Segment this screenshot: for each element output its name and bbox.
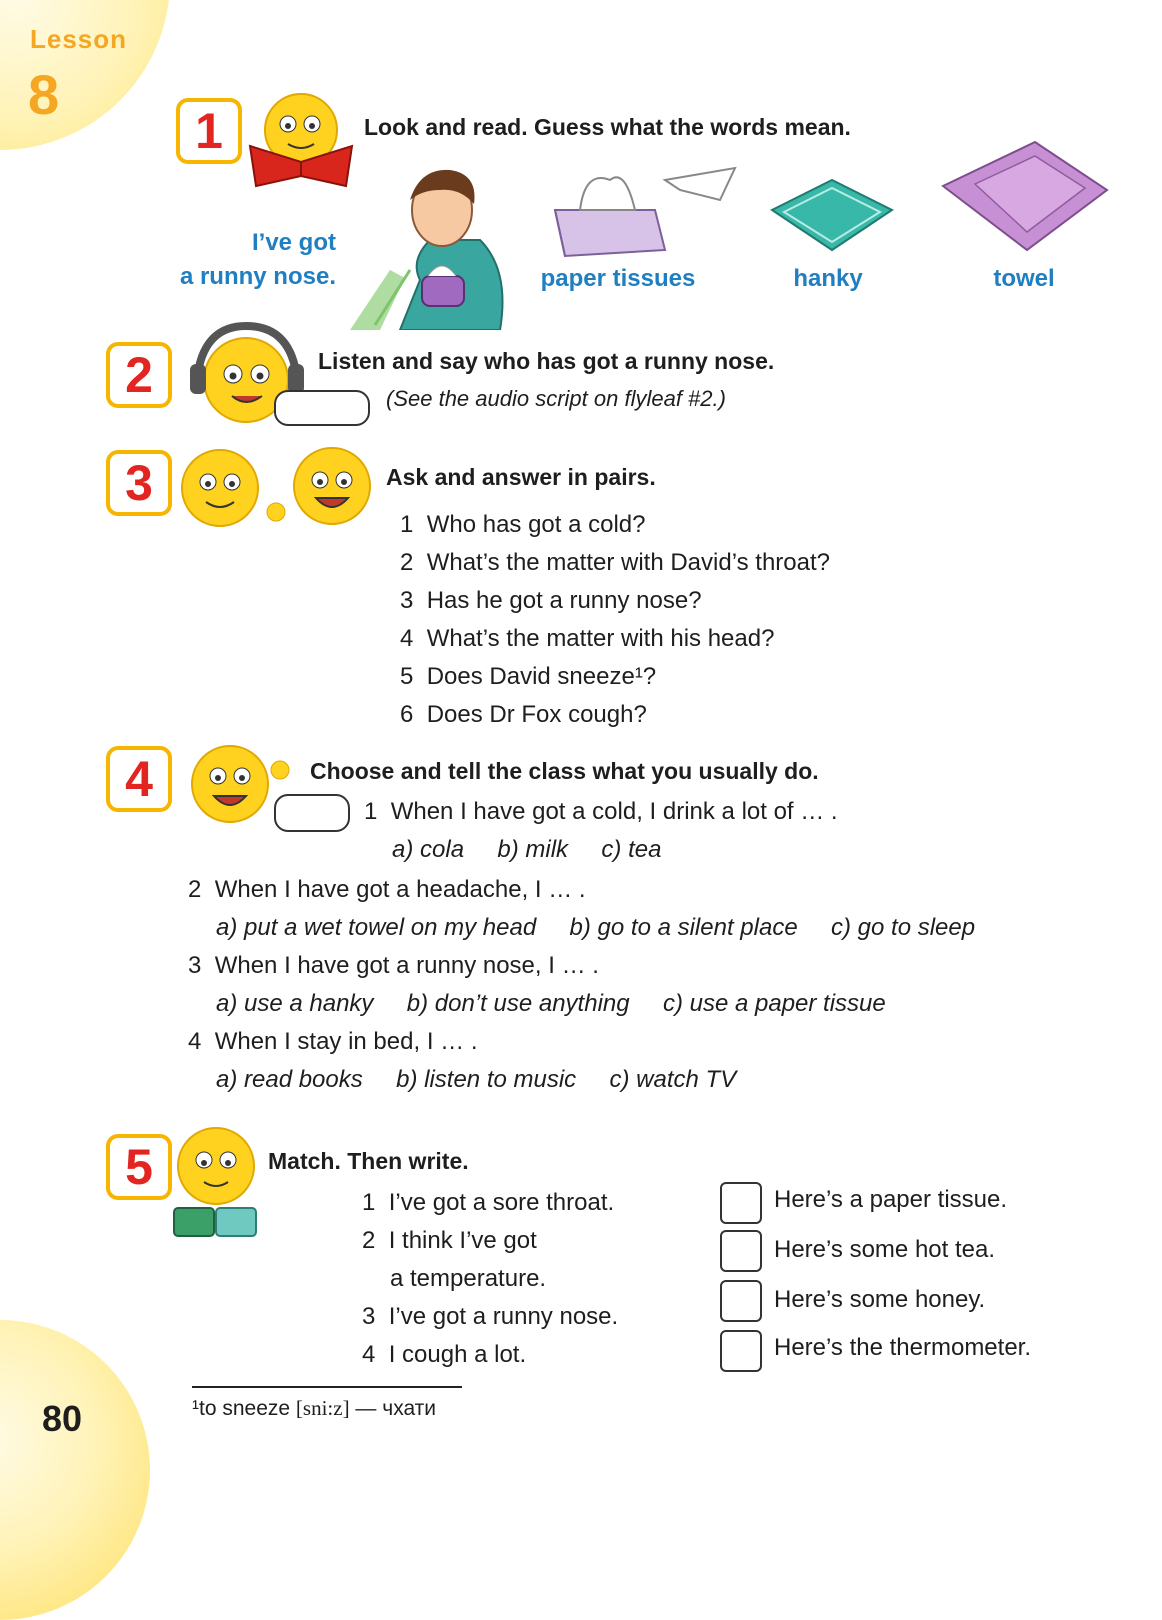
- item-text: What’s the matter with David’s throat?: [426, 549, 830, 576]
- item-text: When I stay in bed, I … .: [214, 1028, 478, 1055]
- list-item: [362, 1298, 618, 1336]
- option-a: a) use a hanky: [216, 990, 374, 1017]
- item-number: 5: [400, 663, 414, 690]
- option-c: c) tea: [601, 836, 662, 863]
- answer-box[interactable]: [720, 1230, 762, 1272]
- footnote-word: to sneeze: [199, 1397, 291, 1420]
- speech-bubble-icon: [274, 794, 350, 832]
- option-c: c) go to sleep: [831, 914, 976, 941]
- footnote-divider: [192, 1386, 462, 1388]
- list-item: [400, 506, 830, 544]
- answer-box[interactable]: [720, 1280, 762, 1322]
- task-4-item-2-options: [216, 914, 975, 942]
- task-2-number: 2: [106, 342, 172, 408]
- option-c: c) watch TV: [609, 1066, 737, 1093]
- option-a: a) put a wet towel on my head: [216, 914, 537, 941]
- pair-smileys-icon: [176, 436, 376, 536]
- task-2-note: (See the audio script on flyleaf #2.): [386, 386, 726, 411]
- item-number: 3: [362, 1303, 376, 1330]
- option-b: b) listen to music: [396, 1066, 577, 1093]
- footnote-ipa: [sni:z]: [295, 1396, 350, 1420]
- item-text: I’ve got a sore throat.: [388, 1189, 615, 1216]
- item-number: 1: [362, 1189, 376, 1216]
- lesson-label: Lesson: [30, 24, 128, 54]
- hanky-label: hanky: [793, 265, 863, 292]
- item-number: 4: [400, 625, 414, 652]
- item-text: When I have got a cold, I drink a lot of … .: [390, 798, 838, 825]
- caption-line-1: I’ve got: [251, 229, 336, 256]
- task-3-number: 3: [106, 450, 172, 516]
- runny-nose-caption: [176, 226, 336, 294]
- corner-decoration-top: [0, 0, 170, 150]
- item-text: What’s the matter with his head?: [426, 625, 775, 652]
- option-a: a) cola: [392, 836, 465, 863]
- option-b: b) don’t use anything: [406, 990, 630, 1017]
- caption-line-2: a runny nose.: [179, 263, 336, 290]
- item-number: 1: [400, 511, 414, 538]
- item-number: 6: [400, 701, 414, 728]
- option-b: b) go to a silent place: [569, 914, 798, 941]
- reading-smiley-icon: [246, 90, 356, 190]
- option-a: a) read books: [216, 1066, 363, 1093]
- item-number: 3: [400, 587, 414, 614]
- item-number: 3: [188, 952, 202, 979]
- response-2: Here’s some hot tea.: [774, 1236, 996, 1263]
- item-text: Who has got a cold?: [426, 511, 646, 538]
- answer-box[interactable]: [720, 1330, 762, 1372]
- task-1-heading: Look and read. Guess what the words mean.: [364, 114, 851, 140]
- page-number: 80: [42, 1398, 83, 1439]
- list-item: [362, 1222, 618, 1260]
- task-2-heading: Listen and say who has got a runny nose.: [318, 348, 775, 374]
- list-item: [362, 1260, 618, 1298]
- task-4-item-3: [188, 952, 599, 980]
- item-text: a temperature.: [390, 1265, 547, 1292]
- answer-box[interactable]: [720, 1182, 762, 1224]
- response-3: Here’s some honey.: [774, 1286, 986, 1313]
- task-5-number: 5: [106, 1134, 172, 1200]
- item-number: 4: [188, 1028, 202, 1055]
- item-text: When I have got a headache, I … .: [214, 876, 586, 903]
- footnote-mark: ¹: [192, 1397, 199, 1420]
- task-4-item-1: [364, 798, 838, 826]
- task-4-item-4-options: [216, 1066, 736, 1094]
- item-text: I cough a lot.: [388, 1341, 527, 1368]
- task-4-item-3-options: [216, 990, 886, 1018]
- list-item: [362, 1184, 618, 1222]
- corner-decoration-bottom: [0, 1320, 150, 1620]
- footnote-translation: — чхати: [349, 1397, 437, 1420]
- towel-label: towel: [993, 265, 1055, 292]
- item-number: 2: [362, 1227, 376, 1254]
- task-4-item-2: [188, 876, 586, 904]
- option-c: c) use a paper tissue: [662, 990, 886, 1017]
- list-item: [400, 620, 830, 658]
- response-1: Here’s a paper tissue.: [774, 1186, 1008, 1213]
- task-3-heading: Ask and answer in pairs.: [386, 464, 656, 490]
- item-text: When I have got a runny nose, I … .: [214, 952, 599, 979]
- list-item: [400, 696, 830, 734]
- task-4-heading: Choose and tell the class what you usually do.: [310, 758, 819, 784]
- hanky-image: [762, 170, 902, 260]
- item-number: 2: [188, 876, 202, 903]
- item-number: 4: [362, 1341, 376, 1368]
- towel-image: [935, 136, 1115, 256]
- item-text: I’ve got a runny nose.: [388, 1303, 619, 1330]
- item-text: Does Dr Fox cough?: [426, 701, 647, 728]
- list-item: [400, 544, 830, 582]
- item-number: 1: [364, 798, 378, 825]
- item-number: 2: [400, 549, 414, 576]
- task-5-heading: Match. Then write.: [268, 1148, 469, 1174]
- list-item: [400, 658, 830, 696]
- task-4-number: 4: [106, 746, 172, 812]
- list-item: [400, 582, 830, 620]
- task-5-left-list: [362, 1184, 618, 1374]
- task-1-number: 1: [176, 98, 242, 164]
- puzzle-smiley-icon: [160, 1122, 270, 1247]
- item-text: I think I’ve got: [388, 1227, 537, 1254]
- footnote: [192, 1396, 436, 1421]
- speech-bubble-icon: [274, 390, 370, 426]
- paper-tissues-image: [545, 160, 745, 260]
- response-4: Here’s the thermometer.: [774, 1334, 1032, 1361]
- item-text: Has he got a runny nose?: [426, 587, 702, 614]
- list-item: [362, 1336, 618, 1374]
- task-3-question-list: [400, 506, 830, 734]
- task-4-item-1-options: [392, 836, 661, 864]
- paper-tissues-label: paper tissues: [540, 265, 696, 292]
- task-4-item-4: [188, 1028, 477, 1056]
- item-text: Does David sneeze¹?: [426, 663, 657, 690]
- sick-boy-image: [350, 160, 515, 330]
- option-b: b) milk: [497, 836, 569, 863]
- lesson-number: 8: [28, 63, 60, 126]
